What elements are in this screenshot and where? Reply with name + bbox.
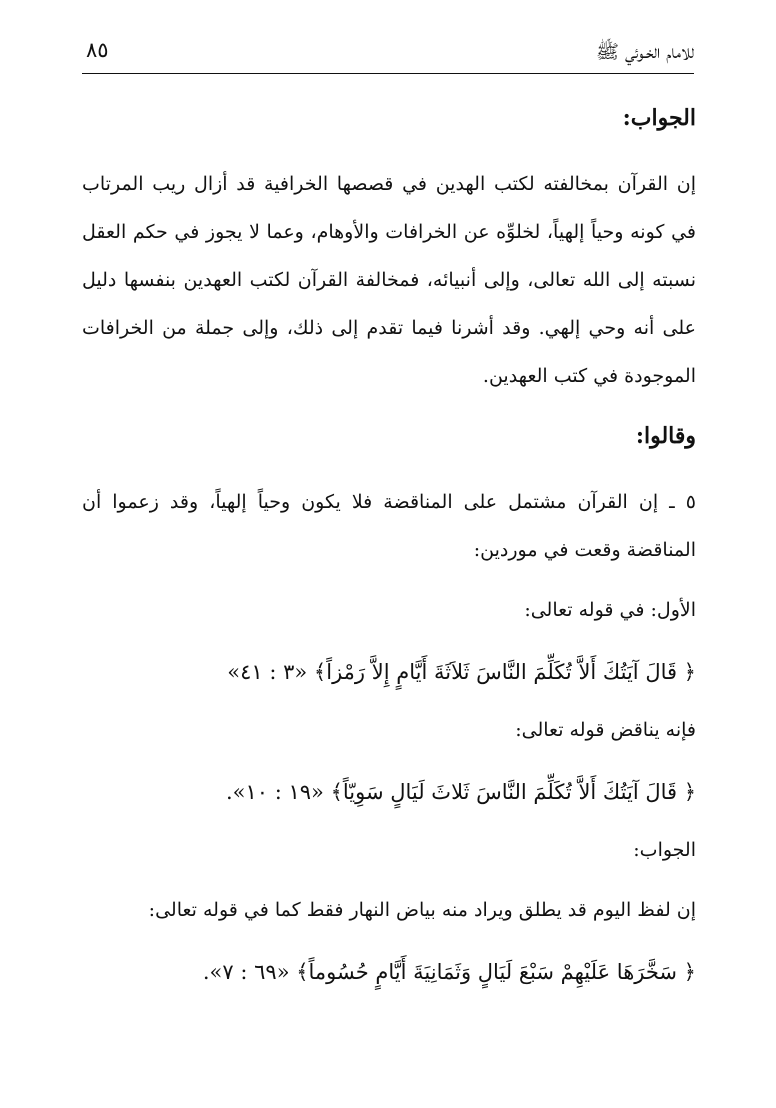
answer-heading: الجواب: — [622, 105, 696, 131]
quran-verse-3: ﴿ سَخَّرَهَا عَلَيْهِمْ سَبْعَ لَيَالٍ وَثَمَانِيَةَ أَيَّامٍ حُسُوماً﴾ «٦٩ : ٧». — [202, 960, 696, 984]
they-said-heading: وقالوا: — [635, 423, 696, 449]
contradiction-intro: فإنه يناقض قوله تعالى: — [515, 719, 696, 741]
page-header — [82, 36, 694, 80]
claim-paragraph: ٥ ـ إن القرآن مشتمل على المناقضة فلا يكون وحياً إلهياً، وقد زعموا أن المناقضة وقعت في موردين: — [82, 491, 696, 561]
quran-verse-1: ﴿ قَالَ آيَتُكَ أَلاَّ تُكَلِّمَ النَّاسَ ثَلاَثَةَ أَيَّامٍ إِلاَّ رَمْزاً﴾ «٣ : ٤١» — [227, 660, 696, 684]
answer-paragraph: إن القرآن بمخالفته لكتب الهدين في قصصها الخرافية قد أزال ريب المرتاب في كونه وحياً إلهياً، لخلوِّه عن الخرافات والأوهام، وعما لا يجوز في حكم العقل نسبته إلى الله تعالى، وإلى أنبيائه، فمخالفة القرآن لكتب العهدين بنفسها دليل على أنه وحي إلهي. وقد أشرنا فيما تقدم إلى ذلك، وإلى جملة من الخرافات الموجودة في كتب العهدين. — [82, 173, 696, 387]
first-case-intro: الأول: في قوله تعالى: — [524, 599, 696, 621]
answer-text: إن لفظ اليوم قد يطلق ويراد منه بياض النهار فقط كما في قوله تعالى: — [148, 899, 696, 921]
header-divider — [82, 73, 694, 74]
page-number: ٨٥ — [86, 38, 109, 62]
quran-verse-2: ﴿ قَالَ آيَتُكَ أَلاَّ تُكَلِّمَ النَّاسَ ثَلاثَ لَيَالٍ سَوِيّاً﴾ «١٩ : ١٠». — [225, 780, 696, 804]
page-content — [82, 96, 696, 1008]
answer-label: الجواب: — [633, 839, 696, 861]
running-header-title: للامام الخـوئي ﷺ — [596, 41, 694, 63]
